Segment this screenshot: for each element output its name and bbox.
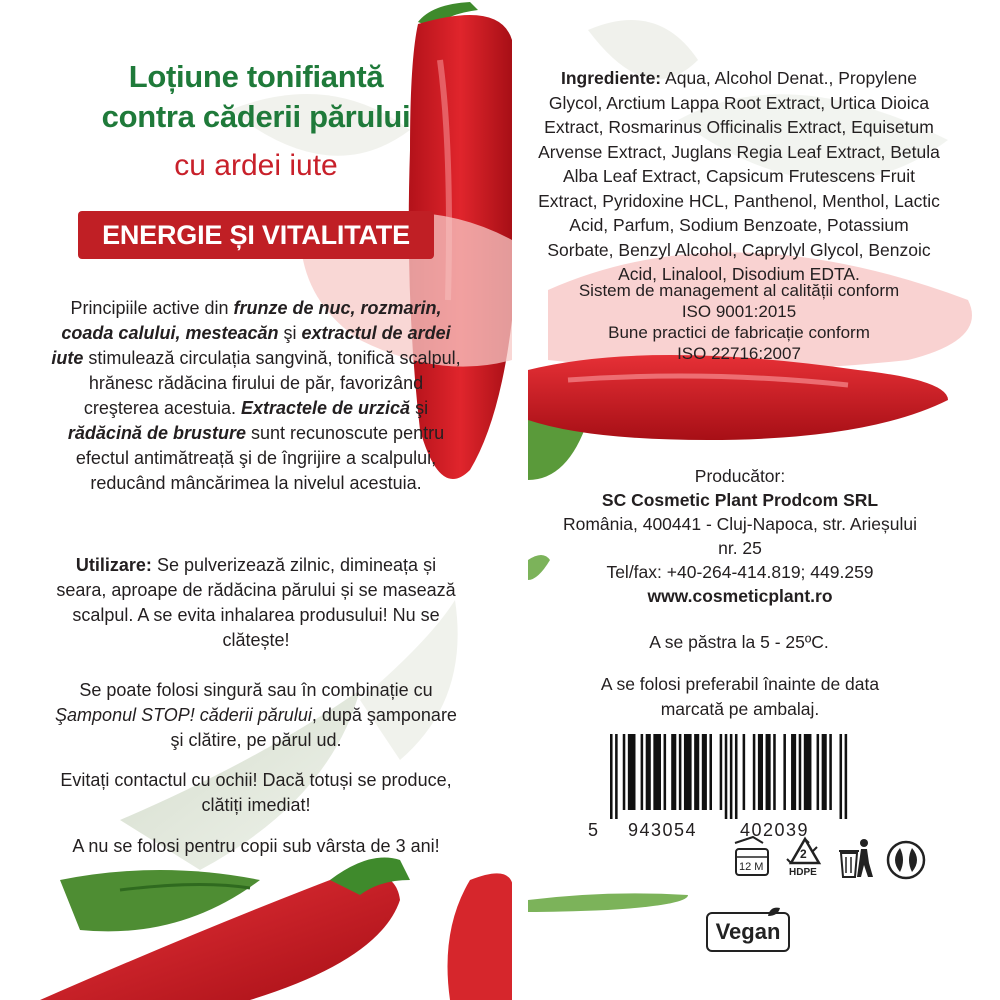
barcode-bar: [840, 734, 843, 819]
eye-warning: Evitați contactul cu ochii! Dacă totuși se produce, clătiți imediat!: [60, 770, 452, 815]
barcode-bar: [709, 734, 712, 810]
panel-separator: [512, 0, 528, 1000]
barcode-bar: [664, 734, 667, 810]
producer-address: România, 400441 - Cluj-Napoca, str. Arieșului nr. 25: [562, 514, 918, 558]
combination-paragraph: Se poate folosi singură sau în combinație cu Şamponul STOP! căderii părului, după şamponare şi clătire, pe părul ud.: [55, 680, 457, 750]
pao-jar-icon: [731, 835, 773, 881]
barcode-bar: [610, 734, 613, 819]
barcode: [606, 734, 861, 819]
barcode-bar: [623, 734, 626, 810]
description-paragraph: Principiile active din frunze de nuc, rozmarin, coada calului, mesteacăn şi extractul de ardei iute stimulează circulația sangvină, tonifică scalpul, hrănesc rădăcina firului de păr, favorizând creşterea acestuia. Extractele de urzică şi rădăcină de brusture sunt recunoscute pentru efectul antimătreață şi de îngrijire a scalpului, reducând mâncărimea la nivelul acestuia.: [51, 298, 461, 493]
barcode-bar: [730, 734, 733, 819]
barcode-bar: [743, 734, 746, 810]
recycle-label: HDPE: [789, 867, 817, 878]
children-warning: A nu se folosi pentru copii sub vârsta de 3 ani!: [72, 836, 440, 856]
shampoo-name: Şamponul STOP! căderii părului: [55, 705, 312, 725]
usage-label: Utilizare:: [75, 555, 152, 575]
ingredients-label: Ingrediente:: [560, 68, 662, 88]
leaf-icon: [766, 906, 782, 918]
product-title-line1: Loțiune tonifiantă: [128, 59, 384, 94]
product-subtitle: cu ardei iute: [174, 149, 338, 182]
barcode-bar: [753, 734, 756, 810]
barcode-digit-first: 5: [588, 820, 600, 840]
barcode-bar: [791, 734, 796, 810]
vegan-badge: Vegan: [706, 912, 790, 952]
green-dot-icon: [886, 840, 926, 880]
pao-label: 12 M: [739, 861, 764, 873]
producer-label: Producător:: [694, 466, 786, 486]
barcode-bar: [646, 734, 651, 810]
claim-banner: ENERGIE ȘI VITALITATE: [78, 211, 434, 259]
ingredients-list: Ingrediente: Aqua, Alcohol Denat., Propylene Glycol, Arctium Lappa Root Extract, Urtica Dioica Extract, Rosmarinus Officinalis Extract, Equisetum Arvense Extract, Juglans Regia Leaf Extract, Betula Alba Leaf Extract, Capsicum Frutescens Fruit Extract, Pyridoxine HCL, Panthenol, Menthol, Lactic Acid, Parfum, Sodium Benzoate, Potassium Sorbate, Benzyl Alcohol, Caprylyl Glycol, Benzoic Acid, Linalool, Disodium EDTA.: [538, 68, 940, 284]
barcode-bar: [684, 734, 692, 810]
barcode-bar: [804, 734, 812, 810]
burdock-root-emphasis: rădăcină de brusture: [67, 423, 246, 443]
nettle-extract-emphasis: Extractele de urzică: [240, 398, 411, 418]
active-ingredients-emphasis: frunze de nuc, rozmarin, coada calului, mesteacăn: [61, 298, 442, 343]
best-before-note: A se folosi preferabil înainte de data marcată pe ambalaj.: [600, 674, 880, 719]
barcode-bar: [845, 734, 848, 819]
barcode-bar: [679, 734, 682, 810]
barcode-bar: [628, 734, 636, 810]
barcode-bar: [671, 734, 676, 810]
barcode-bar: [829, 734, 832, 810]
chili-extract-emphasis: extractul de ardei iute: [51, 323, 451, 368]
barcode-bar: [653, 734, 661, 810]
barcode-bar: [783, 734, 786, 810]
barcode-bar: [766, 734, 771, 810]
barcode-bar: [720, 734, 723, 810]
barcode-bar: [702, 734, 707, 810]
storage-note: A se păstra la 5 - 25ºC.: [649, 632, 829, 652]
producer-website[interactable]: www.cosmeticplant.ro: [647, 586, 833, 606]
barcode-bar: [799, 734, 802, 810]
barcode-bar: [758, 734, 763, 810]
tidy-man-bin-icon: [837, 837, 875, 881]
barcode-bar: [615, 734, 618, 819]
barcode-digits-right: 402039: [740, 820, 810, 840]
product-title-line2: contra căderii părului: [101, 99, 411, 134]
barcode-bar: [725, 734, 728, 819]
recycle-hdpe-icon: [783, 835, 827, 883]
producer-company: SC Cosmetic Plant Prodcom SRL: [601, 490, 879, 510]
producer-phone: Tel/fax: +40-264-414.819; 449.259: [606, 562, 874, 582]
barcode-bar: [773, 734, 776, 810]
usage-paragraph: Utilizare: Se pulverizează zilnic, dimineața și seara, aproape de rădăcina părului și se masează scalpul. A se evita inhalarea produsului! Nu se clătește!: [56, 555, 456, 650]
barcode-bar: [735, 734, 738, 819]
producer-info: [560, 464, 920, 608]
barcode-bar: [817, 734, 820, 810]
recycle-number: 2: [800, 847, 807, 861]
barcode-bar: [694, 734, 699, 810]
quality-certification: Sistem de management al calității conform ISO 9001:2015 Bune practici de fabricație conform ISO 22716:2007: [578, 281, 900, 363]
barcode-bar: [641, 734, 644, 810]
barcode-digits-left: 943054: [628, 820, 698, 840]
barcode-bar: [822, 734, 827, 810]
